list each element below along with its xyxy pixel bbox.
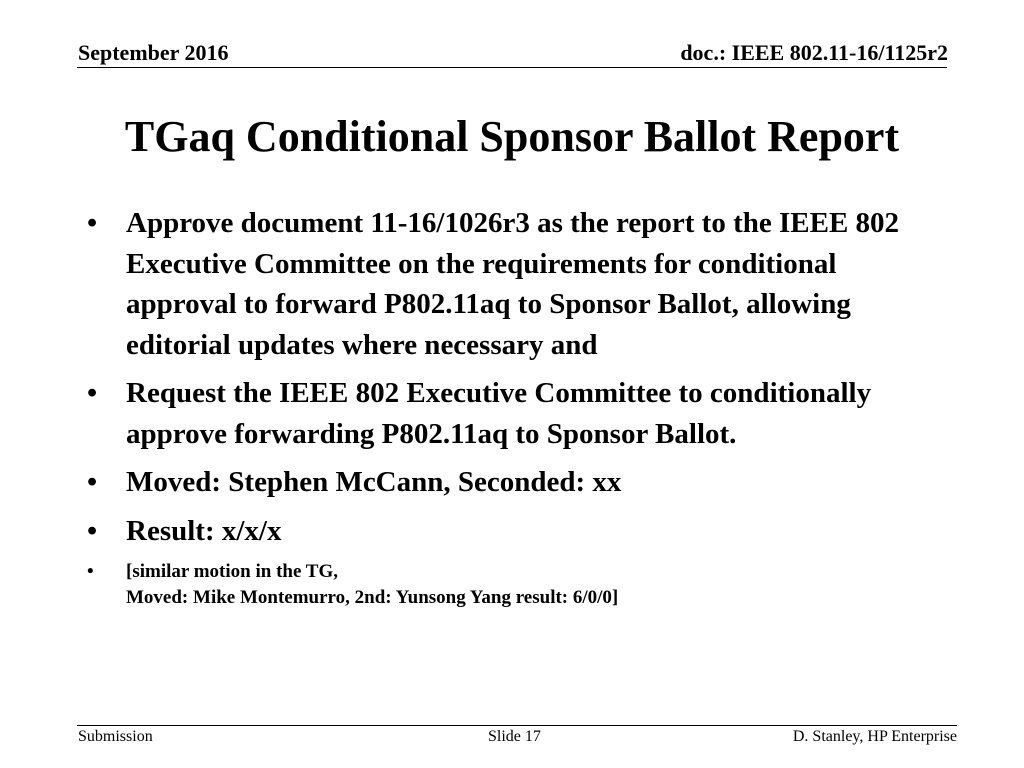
bullet-list	[87, 203, 907, 611]
note-line-1: [similar motion in the TG,	[126, 561, 339, 582]
bullet-glyph: •	[87, 377, 98, 409]
bullet-text: Result: x/x/x	[126, 514, 282, 547]
bullet-item	[87, 373, 907, 454]
footer-submission: Submission	[78, 728, 153, 745]
bullet-item	[87, 203, 907, 365]
slide-title: TGaq Conditional Sponsor Ballot Report	[124, 112, 900, 161]
footer-divider	[77, 725, 957, 726]
header-doc-id: doc.: IEEE 802.11-16/1125r2	[680, 40, 948, 65]
bullet-glyph: •	[87, 207, 98, 239]
footer-author: D. Stanley, HP Enterprise	[792, 728, 957, 745]
bullet-item	[87, 462, 907, 503]
bullet-text: Approve document 11-16/1026r3 as the report to the IEEE 802 Executive Committee on the requirements for conditional approval to forward P802.11aq to Sponsor Ballot, allowing editorial updates where necessary and	[126, 207, 900, 361]
bullet-text: Moved: Stephen McCann, Seconded: xx	[126, 466, 622, 498]
footer-slide-number: Slide 17	[488, 728, 541, 745]
bullet-glyph: •	[87, 466, 98, 498]
bullet-item	[87, 511, 907, 552]
header-date: September 2016	[78, 40, 229, 65]
header-divider	[77, 67, 947, 68]
bullet-glyph: •	[87, 514, 98, 547]
note-bullet-item	[87, 559, 907, 611]
bullet-text: Request the IEEE 802 Executive Committee to conditionally approve forwarding P802.11aq to Sponsor Ballot.	[126, 377, 872, 450]
bullet-glyph: •	[87, 561, 94, 582]
note-line-2: Moved: Mike Montemurro, 2nd: Yunsong Yang result: 6/0/0]	[126, 587, 619, 608]
